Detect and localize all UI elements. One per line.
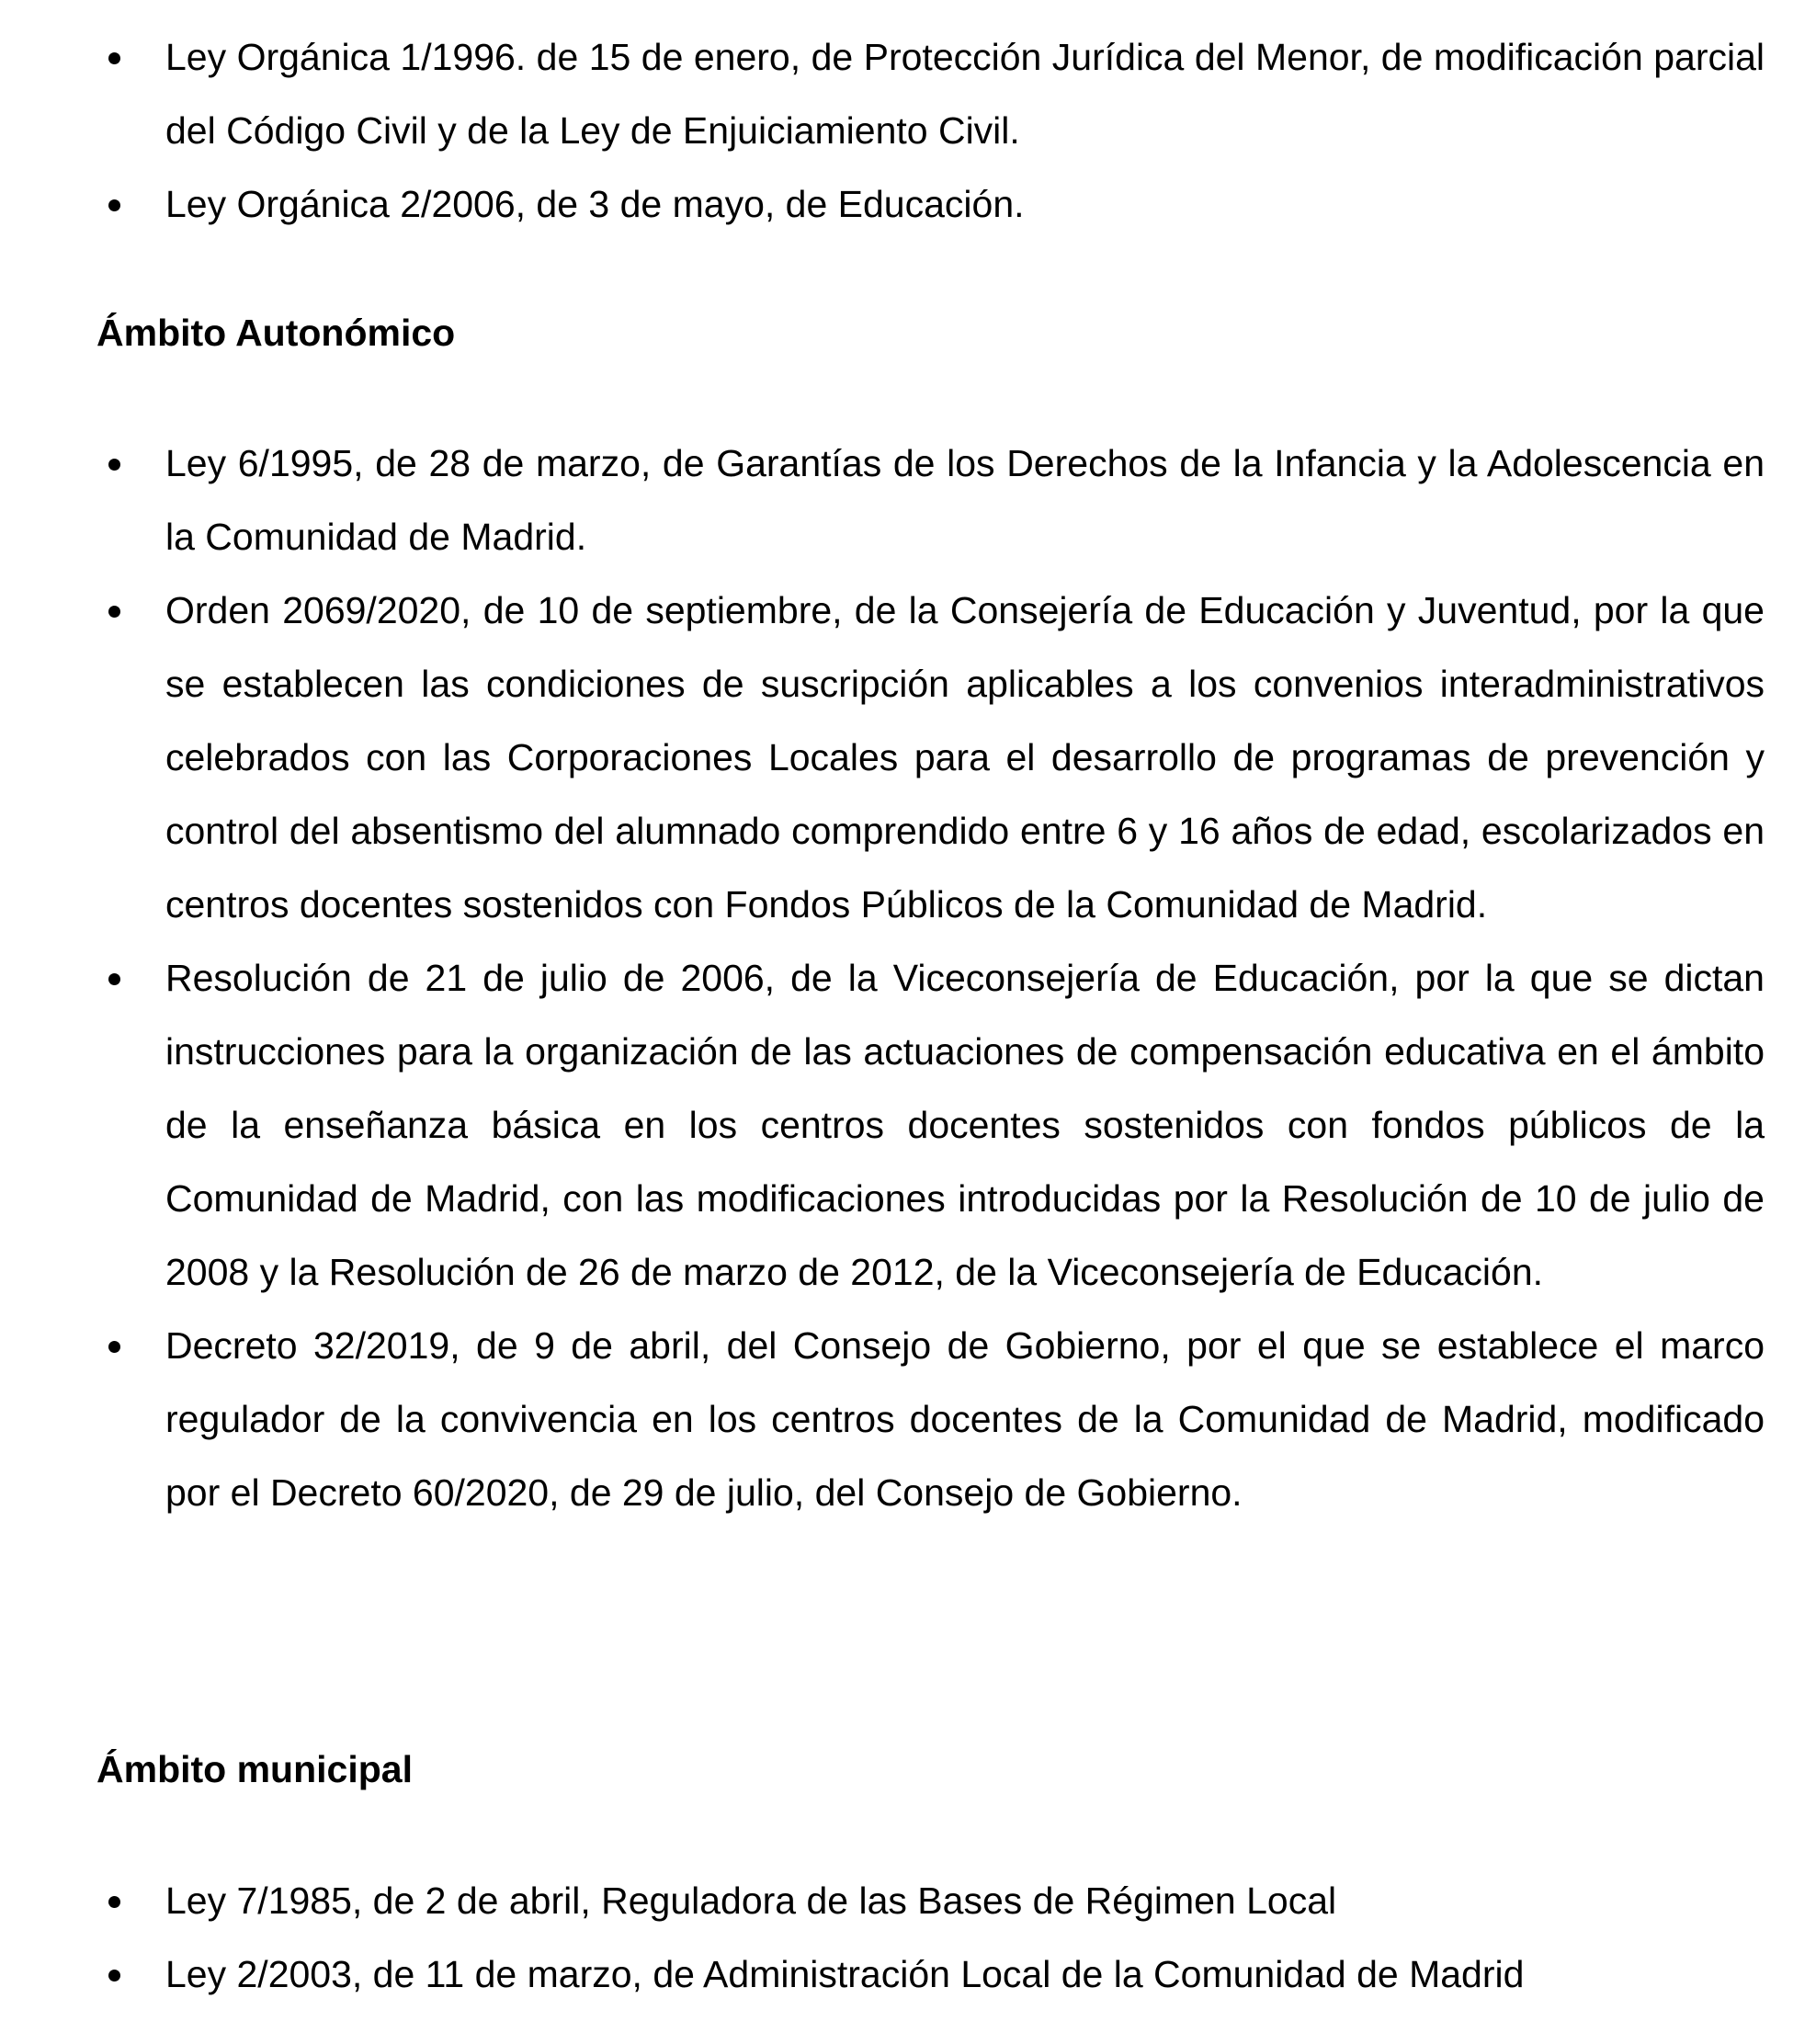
list-item-text: Ley Orgánica 2/2006, de 3 de mayo, de Educación. xyxy=(165,183,1025,225)
list-item-text: Ley 6/1995, de 28 de marzo, de Garantías de los Derechos de la Infancia y la Adolescencia en la Comunidad de Madrid. xyxy=(165,442,1765,558)
list-item-text: Orden 2069/2020, de 10 de septiembre, de la Consejería de Educación y Juventud, por la que se establecen las condiciones de suscripción aplicables a los convenios interadministrativos celebrados con las Corporaciones Locales para el desarrollo de programas de prevención y control del absentismo del alumnado comprendido entre 6 y 16 años de edad, escolarizados en centros docentes sostenidos con Fondos Públicos de la Comunidad de Madrid. xyxy=(165,589,1765,925)
list-item-text: Resolución de 21 de julio de 2006, de la Viceconsejería de Educación, por la que se dictan instrucciones para la organización de las actuaciones de compensación educativa en el ámbito de la enseñanza básica en los centros docentes sostenidos con fondos públicos de la Comunidad de Madrid, con las modificaciones introducidas por la Resolución de 10 de julio de 2008 y la Resolución de 26 de marzo de 2012, de la Viceconsejería de Educación. xyxy=(165,957,1765,1293)
list-item-text: Ley 7/1985, de 2 de abril, Reguladora de las Bases de Régimen Local xyxy=(165,1879,1337,1922)
list-item xyxy=(96,426,1765,573)
list-item xyxy=(96,20,1765,167)
section-heading-autonomico: Ámbito Autonómico xyxy=(96,312,456,354)
bullet-icon xyxy=(108,973,120,985)
bullet-icon xyxy=(108,1341,120,1353)
list-item xyxy=(96,573,1765,941)
municipal-law-list xyxy=(96,1864,1765,2011)
list-item xyxy=(96,1864,1765,1937)
bullet-icon xyxy=(108,1970,120,1982)
bullet-icon xyxy=(108,459,120,471)
list-item xyxy=(96,167,1765,241)
list-item-text: Ley 2/2003, de 11 de marzo, de Administración Local de la Comunidad de Madrid xyxy=(165,1953,1525,1995)
list-item-text: Decreto 32/2019, de 9 de abril, del Consejo de Gobierno, por el que se establece el marco regulador de la convivencia en los centros docentes de la Comunidad de Madrid, modificado por el Decreto 60/2020, de 29 de julio, del Consejo de Gobierno. xyxy=(165,1324,1765,1514)
bullet-icon xyxy=(108,199,120,211)
bullet-icon xyxy=(108,52,120,64)
autonomico-law-list xyxy=(96,426,1765,1529)
section-heading-municipal: Ámbito municipal xyxy=(96,1748,413,1790)
bullet-icon xyxy=(108,1896,120,1908)
list-item xyxy=(96,941,1765,1309)
national-law-list xyxy=(96,20,1765,241)
list-item xyxy=(96,1937,1765,2011)
list-item-text: Ley Orgánica 1/1996. de 15 de enero, de Protección Jurídica del Menor, de modificación parcial del Código Civil y de la Ley de Enjuiciamiento Civil. xyxy=(165,36,1765,152)
list-item xyxy=(96,1309,1765,1529)
bullet-icon xyxy=(108,606,120,618)
